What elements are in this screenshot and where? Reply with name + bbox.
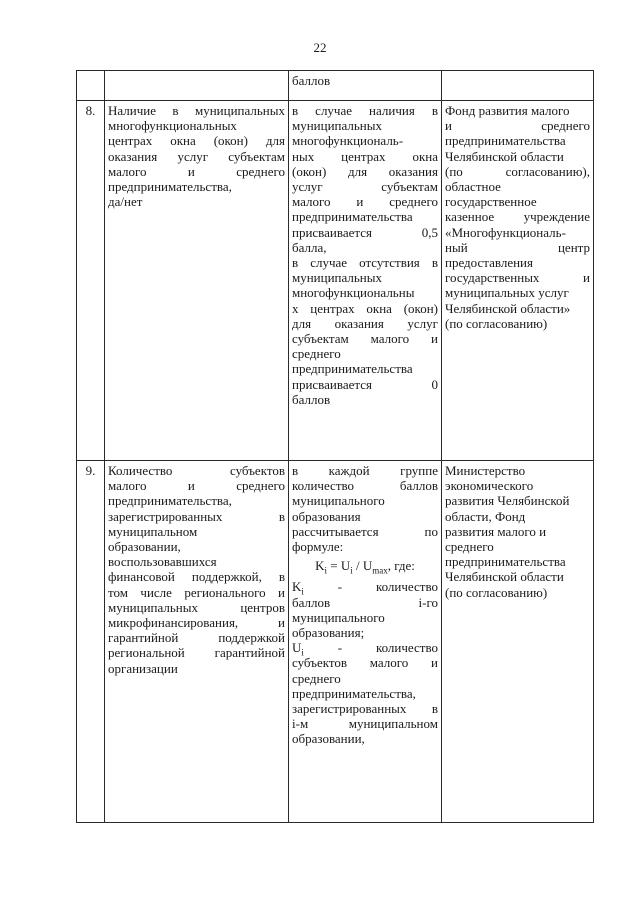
- formula-k-sub: i: [324, 565, 327, 576]
- calc-line: баллов: [292, 73, 331, 88]
- calc-line: в случае наличия в: [292, 103, 438, 118]
- indicator-line: Количество субъектов: [108, 463, 285, 478]
- cell-calculation: [289, 71, 442, 101]
- indicator-line: зарегистрированных в: [108, 508, 285, 524]
- calc-line: баллов: [292, 391, 331, 407]
- indicator-line: оказания услуг субъектам: [108, 148, 285, 164]
- responsible-line: Министерство: [445, 463, 526, 478]
- calc-line: многофункциональны: [292, 285, 415, 301]
- def-u-sub: i: [301, 647, 304, 658]
- cell-indicator: [105, 71, 289, 101]
- table-row-8: [77, 101, 594, 461]
- calc-line: [292, 640, 438, 658]
- calculation-cell: [289, 461, 442, 823]
- indicator-line: предпринимательства,: [108, 493, 232, 509]
- indicator-line: микрофинансирования, и: [108, 615, 285, 631]
- responsible-line: предоставления: [445, 255, 533, 271]
- def-u-text: - количество: [303, 640, 438, 656]
- row-number: 8.: [77, 101, 105, 461]
- calc-line: рассчитывается по: [292, 523, 438, 539]
- responsible-line: развития Челябинской: [445, 493, 570, 509]
- indicator-line: том числе регионального и: [108, 584, 285, 600]
- responsible-line: (по согласованию): [445, 315, 548, 331]
- calc-line: многофункциональ-: [292, 133, 404, 149]
- cell-responsible: [442, 71, 594, 101]
- responsible-line: Челябинской области»: [445, 300, 571, 316]
- formula-max-sub: max: [372, 565, 388, 576]
- indicator-line: центрах окна (окон) для: [108, 133, 285, 149]
- def-k-text: - количество: [303, 579, 438, 595]
- indicator-line: воспользовавшихся: [108, 554, 217, 570]
- calc-line: предпринимательства: [292, 209, 413, 225]
- indicator-line: предпринимательства,: [108, 179, 232, 195]
- def-k: K: [292, 579, 302, 595]
- indicator-cell: [105, 461, 289, 823]
- responsible-line: (по согласованию): [445, 584, 548, 600]
- indicator-line: организации: [108, 660, 178, 676]
- responsible-line: муниципальных услуг: [445, 285, 569, 301]
- indicator-line: многофункциональных: [108, 118, 237, 134]
- responsible-line: государственное: [445, 194, 537, 210]
- responsible-line: (по согласованию),: [445, 163, 590, 179]
- formula-tail: , где:: [387, 558, 415, 574]
- calc-line: [292, 579, 438, 598]
- responsible-line: государственных и: [445, 270, 590, 286]
- calc-line: субъектам малого и: [292, 331, 438, 347]
- calc-line: ных центрах окна: [292, 148, 438, 164]
- table-row-9: [77, 461, 594, 823]
- responsible-line: предпринимательства: [445, 133, 566, 149]
- responsible-line: областное: [445, 179, 501, 195]
- indicator-line: образовании,: [108, 539, 181, 555]
- calc-line: образования;: [292, 625, 365, 641]
- indicator-line: муниципальном: [108, 523, 198, 539]
- calc-line: присваивается 0: [292, 376, 438, 392]
- def-u: U: [292, 640, 302, 656]
- calc-line: i-м муниципальном: [292, 716, 438, 732]
- calc-line: зарегистрированных в: [292, 701, 438, 717]
- calc-line: присваивается 0,5: [292, 224, 438, 240]
- calc-line: муниципальных: [292, 118, 383, 134]
- responsible-line: и среднего: [445, 118, 590, 134]
- responsible-line: развития малого и: [445, 523, 547, 539]
- responsible-cell: [442, 101, 594, 461]
- calc-line: малого и среднего: [292, 194, 438, 210]
- def-k-sub: i: [301, 587, 304, 598]
- page-number: 22: [313, 40, 327, 55]
- indicator-line: Наличие в муниципальных: [108, 103, 285, 118]
- indicator-cell: [105, 101, 289, 461]
- responsible-line: предпринимательства: [445, 554, 566, 570]
- calc-line: субъектов малого и: [292, 655, 438, 671]
- calc-line: услуг субъектам: [292, 179, 438, 195]
- calc-line: формуле:: [292, 539, 344, 555]
- responsible-line: Челябинской области: [445, 148, 564, 164]
- indicator-line: малого и среднего: [108, 163, 285, 179]
- calc-line: среднего: [292, 346, 341, 362]
- table-row-continuation: [77, 71, 594, 101]
- calc-line: предпринимательства: [292, 361, 413, 377]
- responsible-line: «Многофункциональ-: [445, 224, 566, 240]
- indicator-line: региональной гарантийной: [108, 645, 285, 661]
- responsible-cell: [442, 461, 594, 823]
- calc-line: муниципальных: [292, 270, 383, 286]
- indicator-line: гарантийной поддержкой: [108, 630, 285, 646]
- formula-eq: = U: [326, 558, 351, 574]
- calc-line: среднего: [292, 670, 341, 686]
- calc-line: образовании,: [292, 731, 365, 747]
- calculation-cell: [289, 101, 442, 461]
- formula-slash: / U: [352, 558, 373, 574]
- cell-number: [77, 71, 105, 101]
- calc-line: предпринимательства,: [292, 685, 416, 701]
- responsible-line: ный центр: [445, 239, 590, 255]
- responsible-line: среднего: [445, 539, 494, 555]
- indicator-line: малого и среднего: [108, 478, 285, 494]
- responsible-line: казенное учреждение: [445, 209, 590, 225]
- criteria-table: [76, 70, 594, 823]
- responsible-line: Фонд развития малого: [445, 103, 570, 118]
- calc-line: (окон) для оказания: [292, 163, 438, 179]
- calc-line: баллов i-го: [292, 594, 438, 610]
- calc-line: количество баллов: [292, 478, 438, 494]
- responsible-line: экономического: [445, 478, 534, 494]
- calc-line: в случае отсутствия в: [292, 255, 438, 271]
- calc-line: муниципального: [292, 493, 385, 509]
- calc-line: х центрах окна (окон): [292, 300, 438, 316]
- calc-line: для оказания услуг: [292, 315, 438, 331]
- indicator-line: да/нет: [108, 194, 143, 210]
- calc-line: балла,: [292, 239, 327, 255]
- row-number: 9.: [77, 461, 105, 823]
- calc-line: муниципального: [292, 609, 385, 625]
- score-formula: [292, 558, 438, 576]
- calc-line: в каждой группе: [292, 463, 438, 478]
- formula-k: K: [315, 558, 325, 574]
- indicator-line: муниципальных центров: [108, 599, 285, 615]
- responsible-line: Челябинской области: [445, 569, 564, 585]
- formula-u-sub: i: [350, 565, 353, 576]
- indicator-line: финансовой поддержкой, в: [108, 569, 285, 585]
- responsible-line: области, Фонд: [445, 508, 526, 524]
- calc-line: образования: [292, 508, 361, 524]
